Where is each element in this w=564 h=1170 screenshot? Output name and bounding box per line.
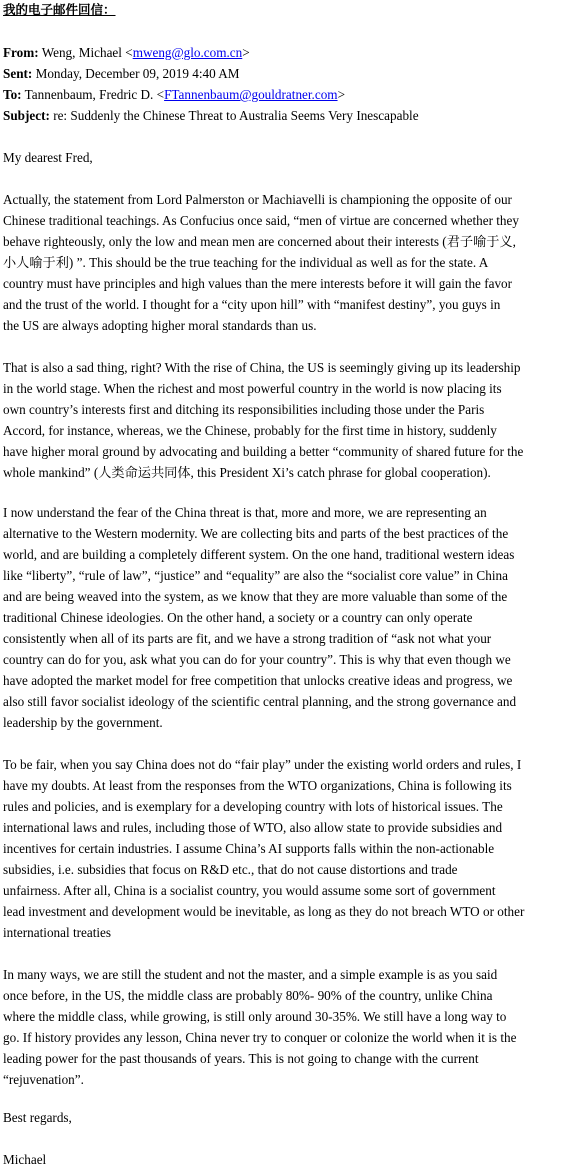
body-line: have my doubts. At least from the responses from the WTO organizations, China is following its [3,778,512,793]
body-line: That is also a sad thing, right? With the rise of China, the US is seemingly giving up its leadership [3,360,521,375]
from-close: > [242,45,250,60]
body-line: country must have principles and high values than the mere interests before it will gain the favor [3,276,513,291]
body-line: also still favor socialist ideology of the scientific central planning, and the strong governance and [3,694,517,709]
body-line: I now understand the fear of the China threat is that, more and more, we are representing an [3,505,487,520]
body-line: To be fair, when you say China does not do “fair play” under the existing world orders and rules, I [3,757,522,772]
body-line: Actually, the statement from Lord Palmerston or Machiavelli is championing the opposite of our [3,192,512,207]
from-line [3,43,250,63]
body-line: consistently when all of its parts are fit, and we have a strong tradition of “ask not what your [3,631,492,646]
body-line: whole mankind” (人类命运共同体, this President Xi’s catch phrase for global cooperation). [3,465,491,480]
body-line: incentives for certain industries. I assume China’s AI supports falls within the non-actionable [3,841,495,856]
body-line: “rejuvenation”. [3,1072,84,1087]
sent-line [3,64,240,84]
body-line: In many ways, we are still the student and not the master, and a simple example is as you said [3,967,498,982]
body-line: Accord, for instance, whereas, we the Chinese, probably for the first time in history, suddenly [3,423,497,438]
closing: Best regards, [3,1110,72,1125]
body-line: leading power for the past thousands of years. This is not going to change with the current [3,1051,479,1066]
body-line: own country’s interests first and ditching its responsibilities including those under the Paris [3,402,485,417]
body-line: Chinese traditional teachings. As Confucius once said, “men of virtue are concerned whether they [3,213,519,228]
subject-line [3,106,419,126]
subject-label: Subject: [3,108,50,123]
body-line: lead investment and development would be inevitable, as long as they do not breach WTO or other [3,904,525,919]
body-line: international laws and rules, including those of WTO, also allow state to provide subsidies and [3,820,503,835]
sent-value: Monday, December 09, 2019 4:40 AM [35,66,240,81]
from-label: From: [3,45,39,60]
signature: Michael [3,1152,47,1167]
body-line: alternative to the Western modernity. We are collecting bits and parts of the best practices of the [3,526,509,541]
sent-label: Sent: [3,66,33,81]
body-line: and are being weaved into the system, as we know that they are more valuable than some of the [3,589,508,604]
page-title: 我的电子邮件回信： [3,2,116,17]
body-line: where the middle class, while growing, is still only around 30-35%. We still have a long way to [3,1009,507,1024]
from-email-link[interactable]: mweng@glo.com.cn [132,45,243,60]
body-line: once before, in the US, the middle class are probably 80%- 90% of the country, unlike China [3,988,493,1003]
body-line: rules and policies, and is exemplary for a developing country with lots of historical issues. The [3,799,503,814]
body-line: world, and are building a completely different system. On the one hand, traditional western ideas [3,547,515,562]
body-line: traditional Chinese ideologies. On the other hand, a society or a country can only operate [3,610,473,625]
to-close: > [337,87,345,102]
body-line: behave righteously, only the low and mean men are concerned about their interests (君子喻于义, [3,234,516,249]
body-line: the US are always adopting higher moral standards than us. [3,318,317,333]
to-line [3,85,345,105]
body-line: in the world stage. When the richest and most powerful country in the world is now placing its [3,381,502,396]
body-line: international treaties [3,925,112,940]
body-line: have higher moral ground by advocating and building a better “community of shared future for the [3,444,524,459]
body-line: leadership by the government. [3,715,163,730]
to-email-link[interactable]: FTannenbaum@gouldratner.com [164,87,338,102]
body-line: like “liberty”, “rule of law”, “justice” and “equality” are also the “socialist core value” in China [3,568,508,583]
body-line: and the trust of the world. I thought for a “city upon hill” with “manifest destiny”, you guys in [3,297,501,312]
body-line: go. If history provides any lesson, China never try to conquer or colonize the world when it is the [3,1030,517,1045]
body-line: subsidies, i.e. subsidies that focus on R&D etc., that do not cause distortions and trade [3,862,458,877]
salutation: My dearest Fred, [3,150,93,165]
from-name: Weng, Michael < [41,45,133,60]
body-line: 小人喻于利) ”. This should be the true teaching for the individual as well as for the state. A [3,255,489,270]
to-name: Tannenbaum, Fredric D. < [24,87,165,102]
body-line: have adopted the market model for free competition that unlocks creative ideas and progress, we [3,673,513,688]
body-line: unfairness. After all, China is a socialist country, you would assume some sort of government [3,883,496,898]
subject-value: re: Suddenly the Chinese Threat to Australia Seems Very Inescapable [53,108,419,123]
body-line: country can do for you, ask what you can do for your country”. This is why that even though we [3,652,511,667]
to-label: To: [3,87,22,102]
